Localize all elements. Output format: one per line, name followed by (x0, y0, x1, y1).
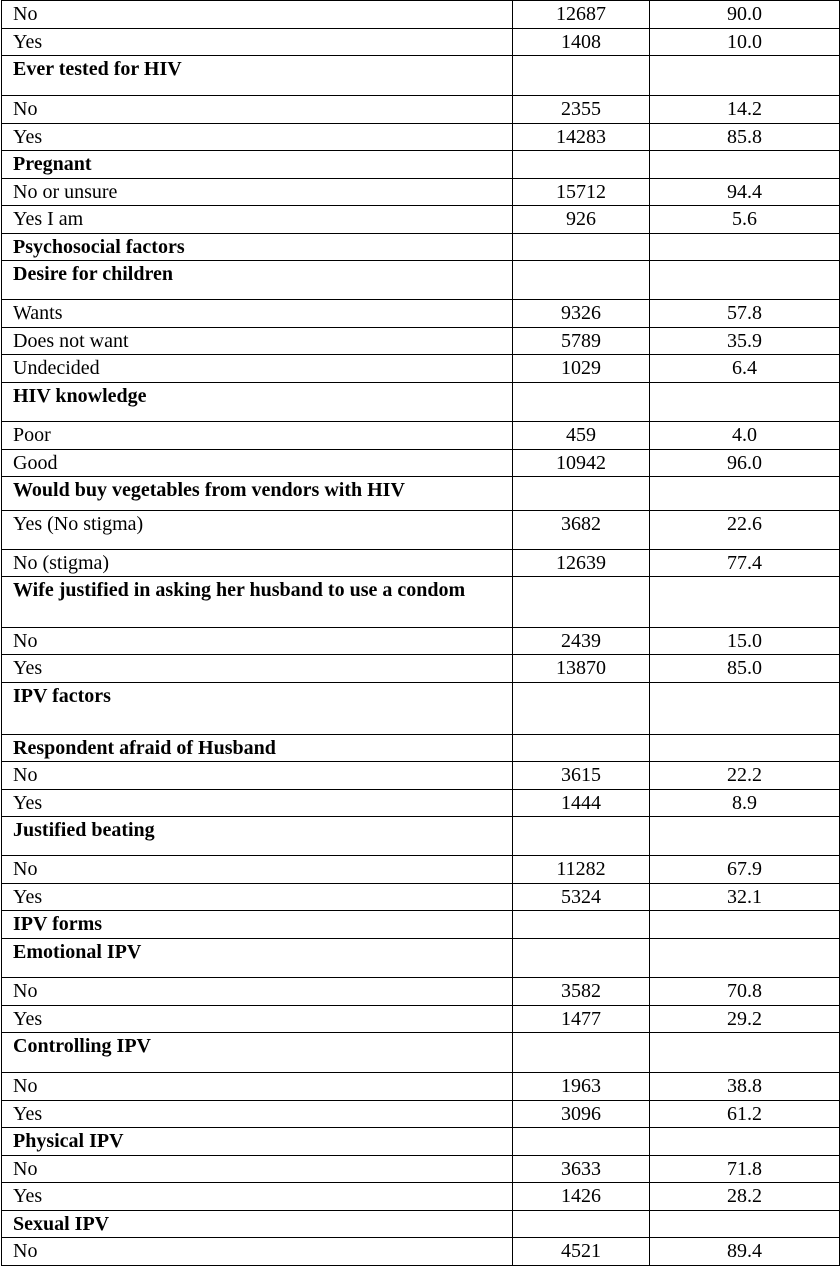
table-row (2, 511, 840, 550)
section-header-row (2, 477, 840, 511)
count-cell (513, 1128, 650, 1156)
table-row (2, 1183, 840, 1211)
count-cell: 3582 (513, 978, 650, 1006)
percent-cell: 85.8 (650, 124, 840, 151)
percent-cell (650, 151, 840, 179)
percent-cell: 77.4 (650, 550, 840, 577)
section-label: Respondent afraid of Husband (2, 735, 513, 762)
category-label: No (2, 1, 513, 29)
section-header-row (2, 817, 840, 856)
percent-cell: 10.0 (650, 29, 840, 56)
category-label: No (2, 1238, 513, 1266)
count-cell: 1963 (513, 1073, 650, 1101)
table-row (2, 450, 840, 477)
percent-cell: 96.0 (650, 450, 840, 477)
count-cell: 459 (513, 422, 650, 450)
table-row (2, 206, 840, 234)
category-label: No (2, 1073, 513, 1101)
count-cell (513, 939, 650, 978)
section-label: Would buy vegetables from vendors with HIV (2, 477, 513, 511)
category-label: No (2, 96, 513, 124)
table-row (2, 1238, 840, 1266)
category-label: Does not want (2, 328, 513, 355)
section-label: HIV knowledge (2, 383, 513, 422)
section-header-row (2, 683, 840, 735)
section-header-row (2, 261, 840, 300)
section-label: Desire for children (2, 261, 513, 300)
count-cell: 4521 (513, 1238, 650, 1266)
percent-cell (650, 56, 840, 96)
category-label: Yes (No stigma) (2, 511, 513, 550)
section-header-row (2, 911, 840, 939)
percent-cell: 71.8 (650, 1156, 840, 1183)
category-label: No (2, 978, 513, 1006)
percent-cell (650, 735, 840, 762)
category-label: No (2, 762, 513, 790)
count-cell: 14283 (513, 124, 650, 151)
count-cell: 3096 (513, 1101, 650, 1128)
percent-cell: 6.4 (650, 355, 840, 383)
section-header-row (2, 234, 840, 261)
percent-cell (650, 577, 840, 628)
table-row (2, 422, 840, 450)
percent-cell: 89.4 (650, 1238, 840, 1266)
section-label: Justified beating (2, 817, 513, 856)
percent-cell: 32.1 (650, 884, 840, 911)
count-cell: 15712 (513, 179, 650, 206)
table-row (2, 628, 840, 655)
category-label: Yes (2, 884, 513, 911)
category-label: Undecided (2, 355, 513, 383)
percent-cell: 94.4 (650, 179, 840, 206)
table-row (2, 1, 840, 29)
count-cell: 12639 (513, 550, 650, 577)
table-row (2, 762, 840, 790)
category-label: No (stigma) (2, 550, 513, 577)
section-header-row (2, 1033, 840, 1073)
count-cell: 1426 (513, 1183, 650, 1211)
percent-cell (650, 1128, 840, 1156)
section-label: IPV factors (2, 683, 513, 735)
section-header-row (2, 1211, 840, 1238)
count-cell (513, 1033, 650, 1073)
count-cell: 2355 (513, 96, 650, 124)
section-header-row (2, 1128, 840, 1156)
count-cell: 1408 (513, 29, 650, 56)
category-label: No or unsure (2, 179, 513, 206)
section-label: Psychosocial factors (2, 234, 513, 261)
percent-cell: 35.9 (650, 328, 840, 355)
count-cell: 1444 (513, 790, 650, 817)
percent-cell (650, 234, 840, 261)
percent-cell (650, 1033, 840, 1073)
count-cell: 3633 (513, 1156, 650, 1183)
category-label: No (2, 628, 513, 655)
percent-cell: 29.2 (650, 1006, 840, 1033)
section-header-row (2, 939, 840, 978)
count-cell: 5324 (513, 884, 650, 911)
table-row (2, 328, 840, 355)
percent-cell: 57.8 (650, 300, 840, 328)
percent-cell (650, 939, 840, 978)
section-label: IPV forms (2, 911, 513, 939)
data-table (1, 0, 840, 1266)
count-cell (513, 911, 650, 939)
table-row (2, 978, 840, 1006)
section-header-row (2, 151, 840, 179)
section-label: Emotional IPV (2, 939, 513, 978)
percent-cell: 61.2 (650, 1101, 840, 1128)
count-cell: 10942 (513, 450, 650, 477)
percent-cell (650, 817, 840, 856)
percent-cell (650, 383, 840, 422)
count-cell (513, 477, 650, 511)
percent-cell: 85.0 (650, 655, 840, 683)
percent-cell: 28.2 (650, 1183, 840, 1211)
count-cell: 926 (513, 206, 650, 234)
category-label: Yes (2, 1006, 513, 1033)
table-row (2, 96, 840, 124)
percent-cell (650, 261, 840, 300)
count-cell: 1029 (513, 355, 650, 383)
percent-cell (650, 1211, 840, 1238)
percent-cell: 90.0 (650, 1, 840, 29)
table-row (2, 300, 840, 328)
table-row (2, 355, 840, 383)
table-row (2, 1006, 840, 1033)
section-header-row (2, 383, 840, 422)
count-cell (513, 151, 650, 179)
percent-cell (650, 911, 840, 939)
percent-cell (650, 477, 840, 511)
count-cell: 12687 (513, 1, 650, 29)
count-cell (513, 383, 650, 422)
section-label: Wife justified in asking her husband to use a condom (2, 577, 513, 628)
percent-cell: 70.8 (650, 978, 840, 1006)
count-cell: 2439 (513, 628, 650, 655)
section-header-row (2, 577, 840, 628)
section-label: Physical IPV (2, 1128, 513, 1156)
percent-cell: 38.8 (650, 1073, 840, 1101)
percent-cell: 5.6 (650, 206, 840, 234)
table-row (2, 1073, 840, 1101)
count-cell (513, 577, 650, 628)
category-label: Yes (2, 655, 513, 683)
percent-cell: 8.9 (650, 790, 840, 817)
count-cell (513, 817, 650, 856)
table-row (2, 124, 840, 151)
percent-cell: 22.6 (650, 511, 840, 550)
category-label: Yes (2, 1101, 513, 1128)
count-cell: 3615 (513, 762, 650, 790)
table-row (2, 790, 840, 817)
table-row (2, 550, 840, 577)
table-row (2, 1156, 840, 1183)
category-label: No (2, 856, 513, 884)
section-header-row (2, 735, 840, 762)
count-cell: 1477 (513, 1006, 650, 1033)
section-label: Pregnant (2, 151, 513, 179)
table-row (2, 856, 840, 884)
count-cell (513, 1211, 650, 1238)
section-header-row (2, 56, 840, 96)
category-label: Yes I am (2, 206, 513, 234)
percent-cell (650, 683, 840, 735)
count-cell: 3682 (513, 511, 650, 550)
percent-cell: 67.9 (650, 856, 840, 884)
percent-cell: 4.0 (650, 422, 840, 450)
category-label: Yes (2, 1183, 513, 1211)
count-cell: 9326 (513, 300, 650, 328)
count-cell: 5789 (513, 328, 650, 355)
category-label: Yes (2, 790, 513, 817)
section-label: Controlling IPV (2, 1033, 513, 1073)
count-cell (513, 683, 650, 735)
section-label: Sexual IPV (2, 1211, 513, 1238)
percent-cell: 14.2 (650, 96, 840, 124)
table-row (2, 884, 840, 911)
table-row (2, 655, 840, 683)
table-row (2, 179, 840, 206)
category-label: Wants (2, 300, 513, 328)
category-label: Good (2, 450, 513, 477)
category-label: Poor (2, 422, 513, 450)
count-cell (513, 234, 650, 261)
count-cell (513, 261, 650, 300)
percent-cell: 15.0 (650, 628, 840, 655)
section-label: Ever tested for HIV (2, 56, 513, 96)
count-cell (513, 735, 650, 762)
category-label: Yes (2, 29, 513, 56)
table-row (2, 29, 840, 56)
category-label: No (2, 1156, 513, 1183)
category-label: Yes (2, 124, 513, 151)
count-cell: 11282 (513, 856, 650, 884)
table-body (2, 1, 840, 1266)
table-row (2, 1101, 840, 1128)
count-cell: 13870 (513, 655, 650, 683)
percent-cell: 22.2 (650, 762, 840, 790)
count-cell (513, 56, 650, 96)
